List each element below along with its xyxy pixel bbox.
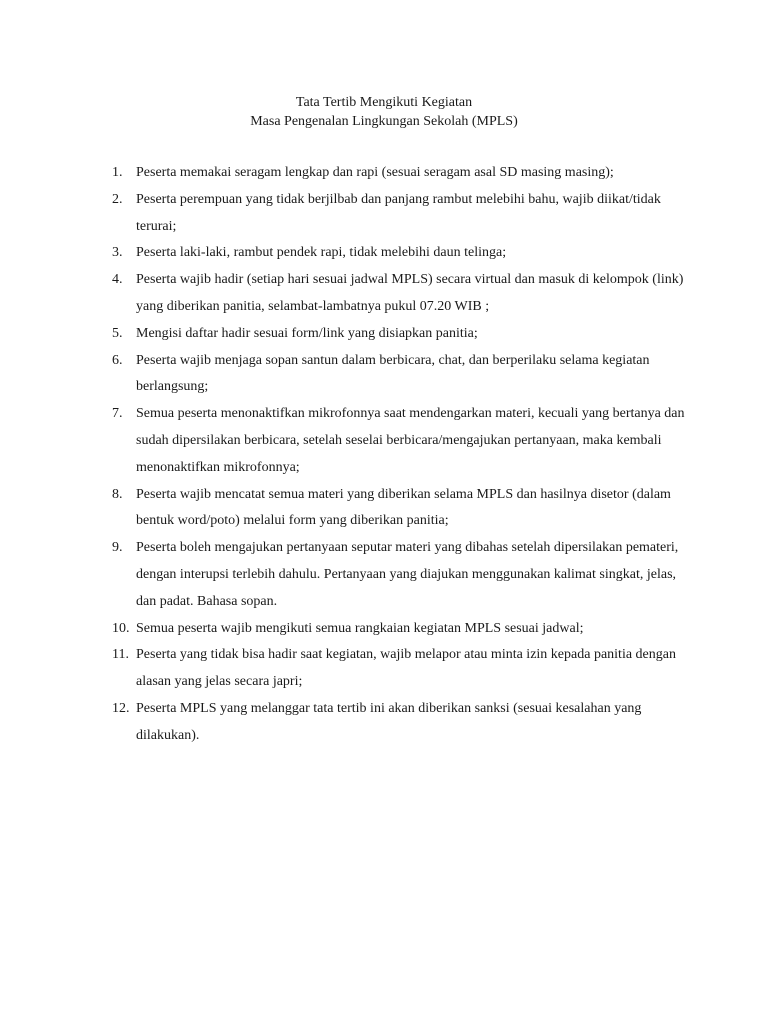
rule-text: Peserta wajib menjaga sopan santun dalam berbicara, chat, dan berperilaku selama kegiatan berlangsung;	[136, 352, 650, 395]
rule-item-10	[100, 616, 690, 643]
rule-number: 12.	[112, 700, 130, 716]
rules-list	[100, 160, 690, 750]
rule-item-5	[100, 321, 690, 348]
rule-text: Peserta perempuan yang tidak berjilbab dan panjang rambut melebihi bahu, wajib diikat/tidak terurai;	[136, 191, 661, 234]
rule-item-6	[100, 348, 690, 402]
rule-item-8	[100, 482, 690, 536]
rule-text: Peserta laki-laki, rambut pendek rapi, tidak melebihi daun telinga;	[136, 245, 507, 261]
rule-item-2	[100, 187, 690, 241]
rule-number: 4.	[112, 272, 123, 288]
rule-item-1	[100, 160, 690, 187]
rule-item-7	[100, 401, 690, 481]
rule-number: 5.	[112, 325, 123, 341]
rule-number: 8.	[112, 486, 123, 502]
rule-number: 7.	[112, 406, 123, 422]
rule-number: 2.	[112, 191, 123, 207]
rule-number: 6.	[112, 352, 123, 368]
rule-text: Peserta memakai seragam lengkap dan rapi (sesuai seragam asal SD masing masing);	[136, 165, 614, 180]
rule-text: Mengisi daftar hadir sesuai form/link yang disiapkan panitia;	[136, 325, 478, 341]
rule-number: 9.	[112, 540, 123, 556]
rule-text: Semua peserta wajib mengikuti semua rangkaian kegiatan MPLS sesuai jadwal;	[136, 620, 584, 636]
rule-number: 10.	[112, 620, 130, 636]
rule-text: Peserta boleh mengajukan pertanyaan seputar materi yang dibahas setelah dipersilakan pemateri, dengan interupsi terlebih dahulu. Pertanyaan yang diajukan menggunakan kalimat singkat, jelas, dan padat. Bahasa sopan.	[136, 540, 679, 609]
rule-item-4	[100, 267, 690, 321]
rule-number: 3.	[112, 245, 123, 261]
rule-text: Peserta yang tidak bisa hadir saat kegiatan, wajib melapor atau minta izin kepada panitia dengan alasan yang jelas secara japri;	[136, 647, 676, 690]
rule-text: Peserta wajib mencatat semua materi yang diberikan selama MPLS dan hasilnya disetor (dalam bentuk word/poto) melalui form yang diberikan panitia;	[136, 486, 671, 529]
rule-text: Semua peserta menonaktifkan mikrofonnya saat mendengarkan materi, kecuali yang bertanya dan sudah dipersilakan berbicara, setelah seselai berbicara/mengajukan pertanyaan, maka kembali menonaktifkan mikrofonnya;	[136, 406, 685, 475]
rule-item-11	[100, 642, 690, 696]
document-title	[0, 93, 768, 131]
rule-item-12	[100, 696, 690, 750]
title-line-1: Tata Tertib Mengikuti Kegiatan	[295, 95, 473, 110]
rule-number: 11.	[112, 647, 129, 663]
rule-item-9	[100, 535, 690, 615]
rule-text: Peserta MPLS yang melanggar tata tertib ini akan diberikan sanksi (sesuai kesalahan yang dilakukan).	[136, 700, 642, 743]
title-line-2: Masa Pengenalan Lingkungan Sekolah (MPLS)	[250, 114, 518, 129]
rule-number: 1.	[112, 165, 123, 180]
rule-item-3	[100, 240, 690, 267]
rule-text: Peserta wajib hadir (setiap hari sesuai jadwal MPLS) secara virtual dan masuk di kelompok (link) yang diberikan panitia, selambat-lambatnya pukul 07.20 WIB ;	[136, 272, 684, 314]
